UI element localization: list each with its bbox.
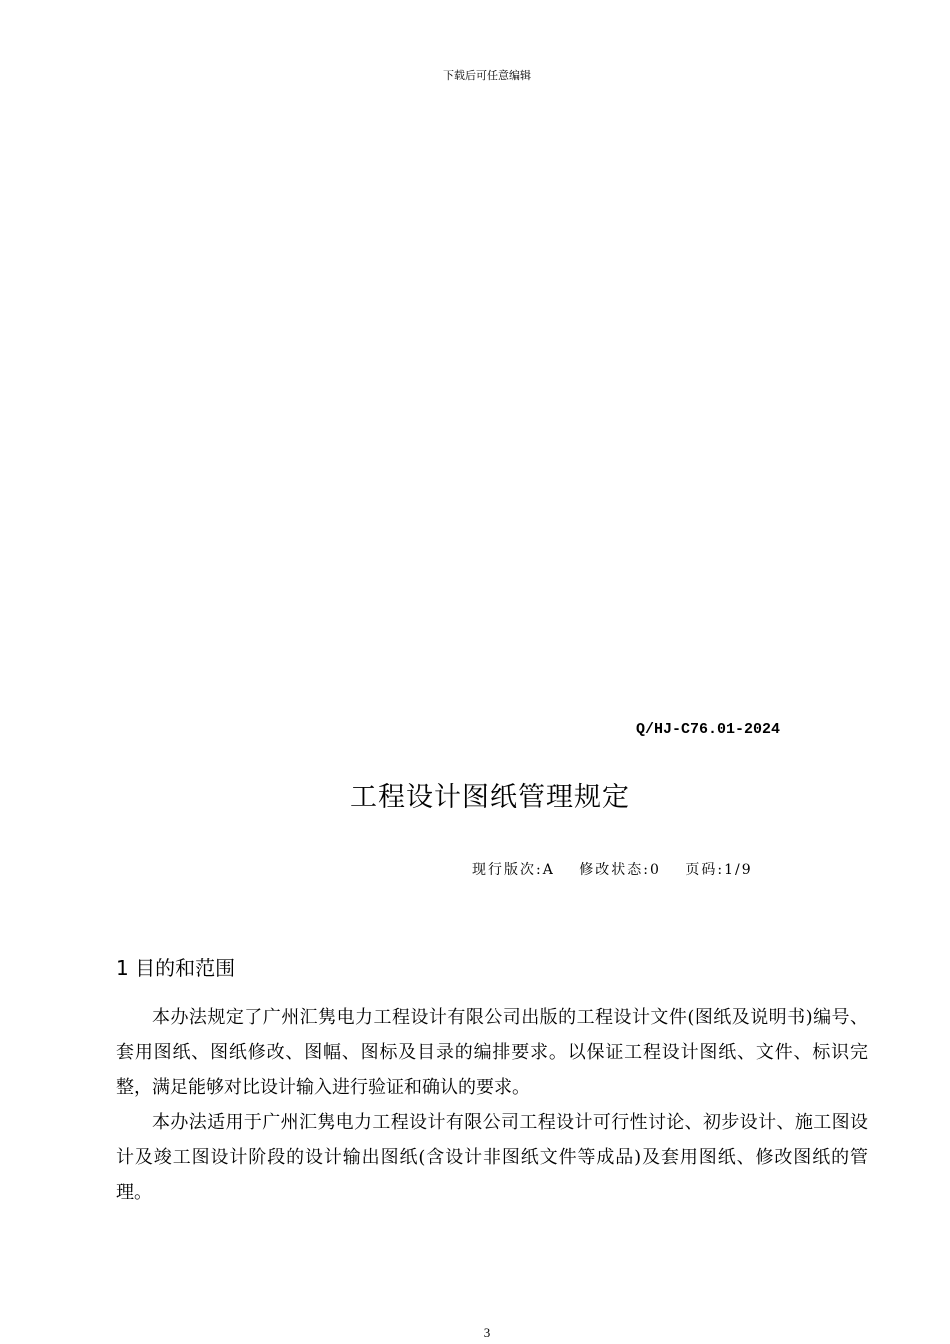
meta-version: 现行版次:A [472,862,555,878]
meta-revision: 修改状态:0 [579,862,661,878]
document-code: Q/HJ-C76.01-2024 [636,721,781,738]
page-number: 3 [483,1325,491,1340]
section-body [116,1000,868,1210]
paragraph-1: 本办法规定了广州汇隽电力工程设计有限公司出版的工程设计文件(图纸及说明书)编号、套用图纸、图纸修改、图幅、图标及目录的编排要求。以保证工程设计图纸、文件、标识完整，满足能够对比设计输入进行验证和确认的要求。 [116,1007,868,1098]
page-header-note: 下载后可任意编辑 [443,69,531,82]
paragraph-2: 本办法适用于广州汇隽电力工程设计有限公司工程设计可行性讨论、初步设计、施工图设计及竣工图设计阶段的设计输出图纸(含设计非图纸文件等成品)及套用图纸、修改图纸的管理。 [116,1112,868,1203]
section-heading: 1 目的和范围 [116,956,236,980]
meta-page: 页码:1/9 [685,862,753,878]
document-meta [472,859,771,879]
document-title: 工程设计图纸管理规定 [350,782,630,813]
